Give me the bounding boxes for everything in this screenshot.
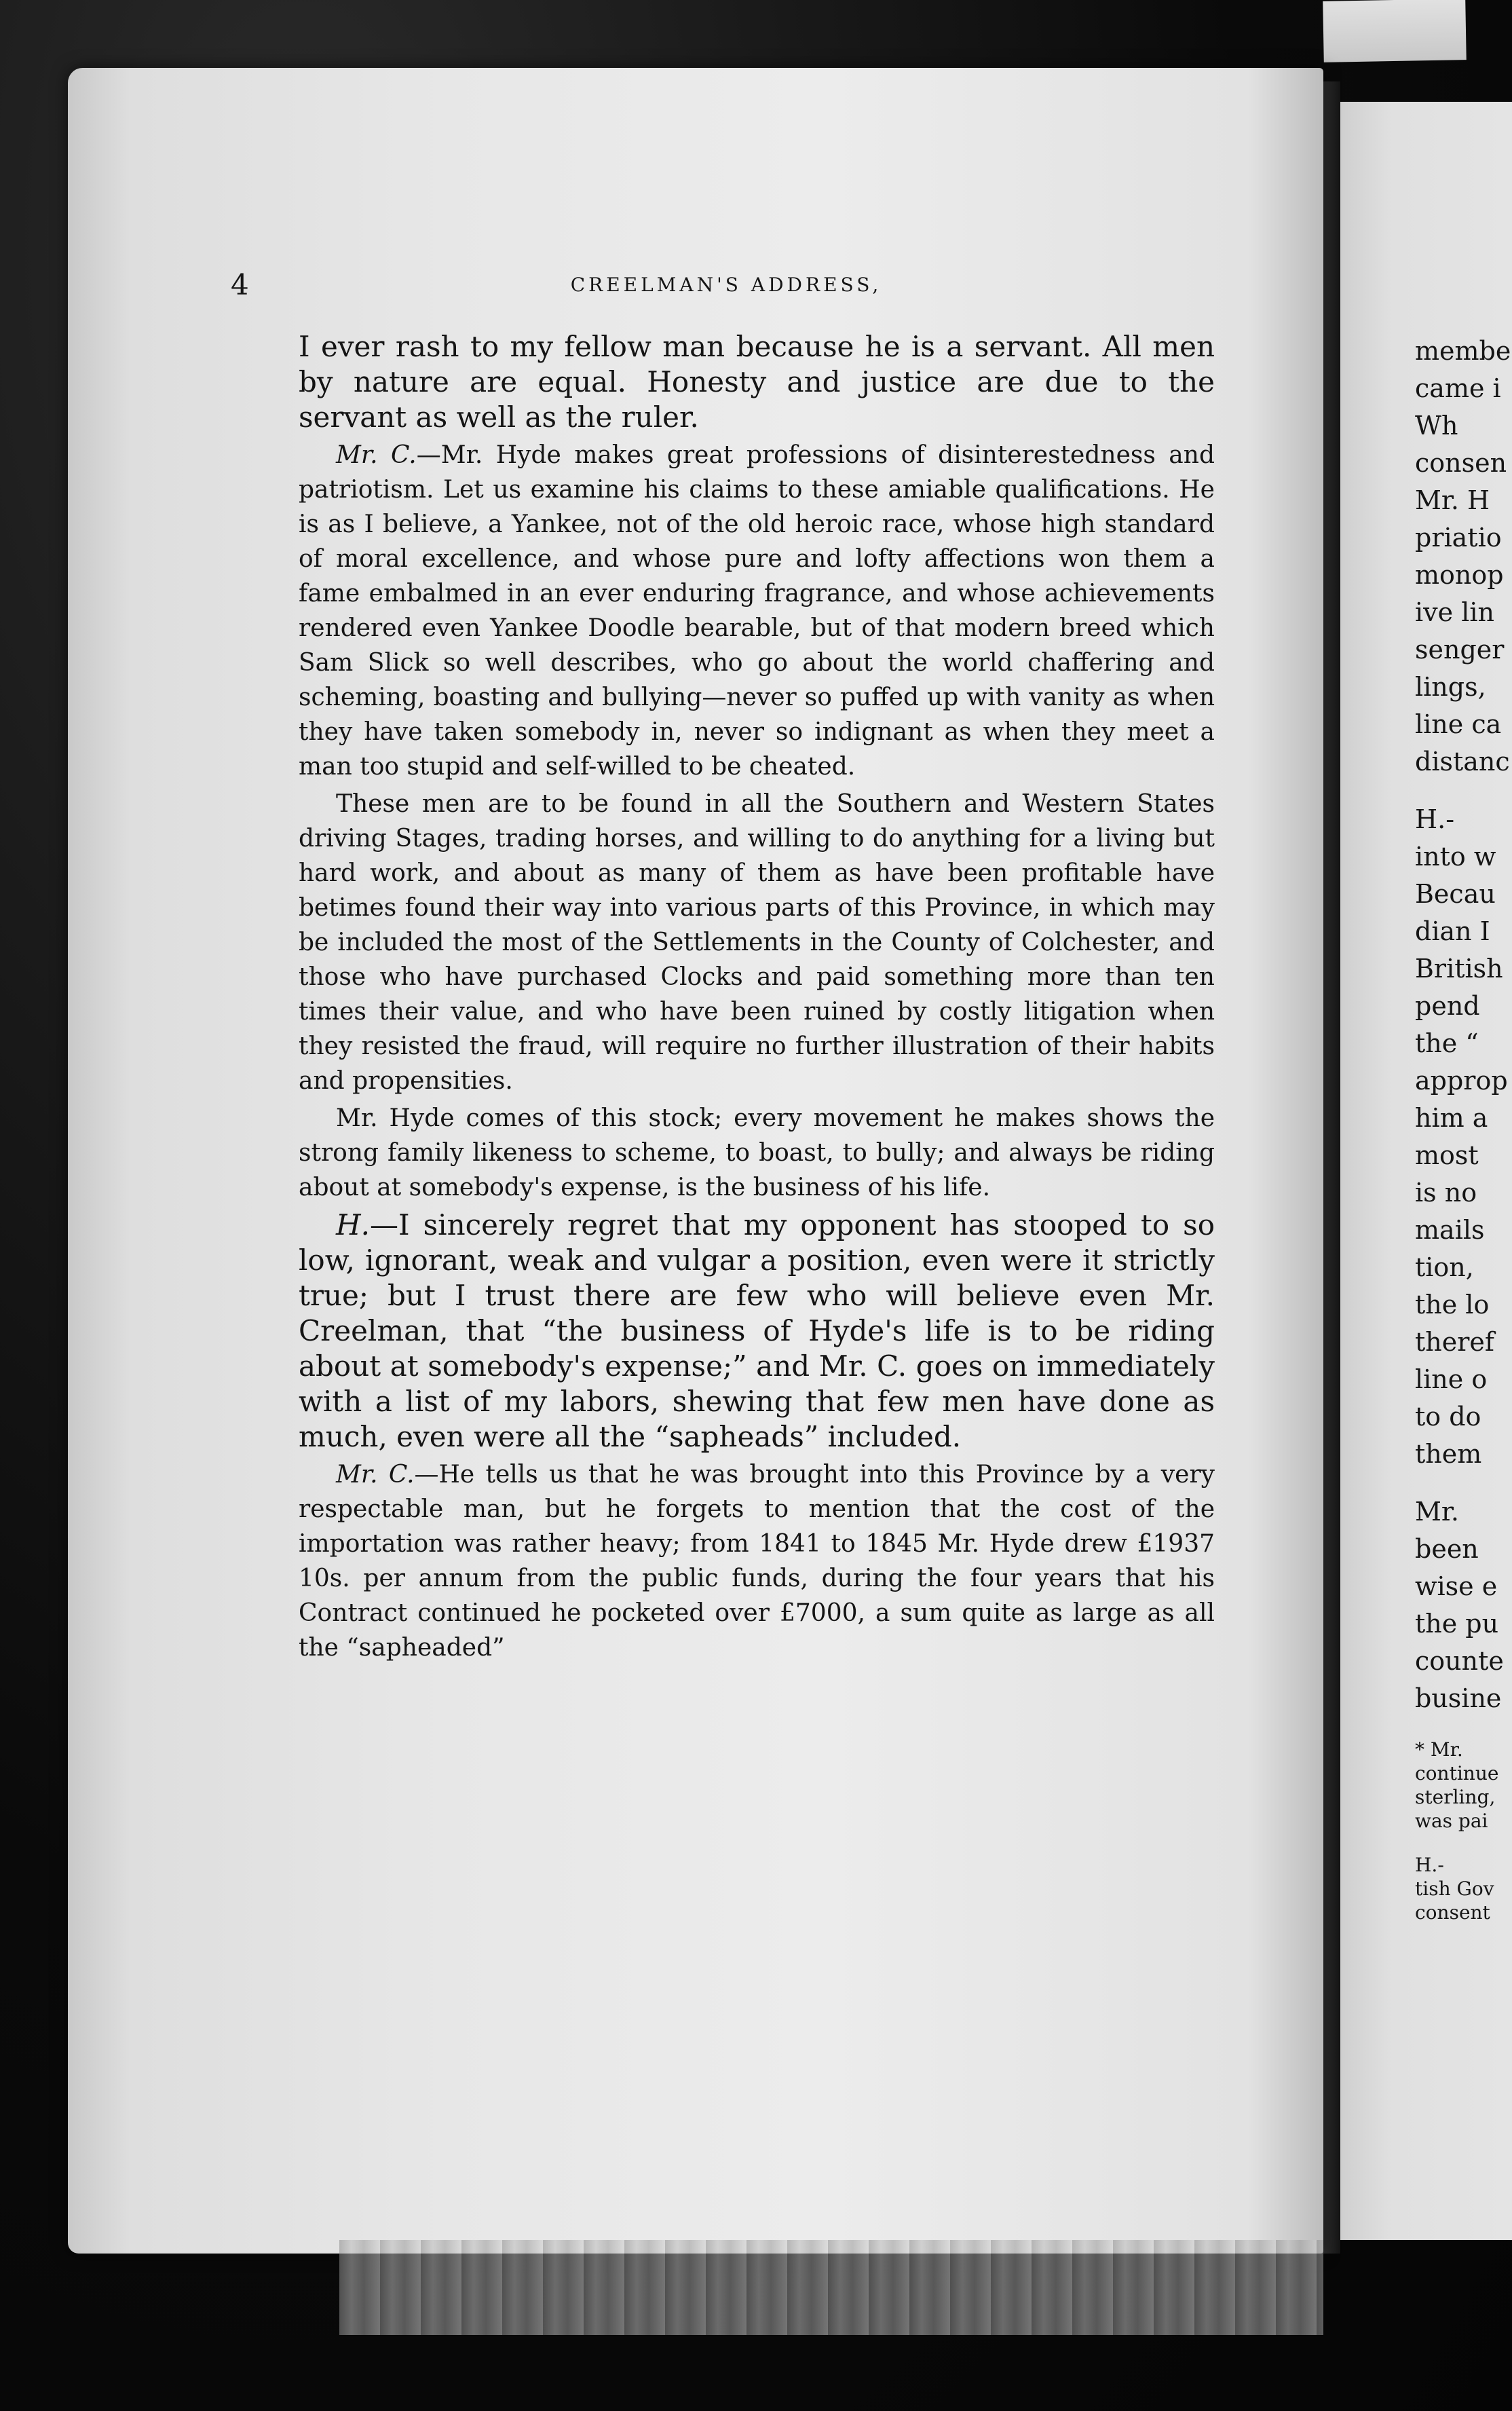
facing-line: membe	[1415, 336, 1511, 366]
facing-line: * Mr.	[1415, 1738, 1463, 1761]
facing-line: Mr. H	[1415, 485, 1490, 515]
facing-line: approp	[1415, 1066, 1508, 1096]
paragraph	[299, 1208, 1215, 1455]
facing-line: consent	[1415, 1901, 1490, 1924]
facing-line: ive lin	[1415, 597, 1494, 627]
facing-line: the pu	[1415, 1609, 1499, 1639]
facing-line: pend	[1415, 991, 1480, 1021]
facing-line: distanc	[1415, 747, 1510, 777]
line-gap	[1415, 1473, 1512, 1493]
tape-strip-bottom	[339, 2240, 1323, 2335]
facing-line: H.-	[1415, 1854, 1444, 1876]
facing-line: lings,	[1415, 672, 1486, 702]
facing-line: is no	[1415, 1178, 1477, 1208]
running-head	[231, 267, 1222, 303]
paragraph-text: Mr. Hyde comes of this stock; every movement he makes shows the strong family likeness to scheme, to boast, to bully; and always be riding about at somebody's expense, is the business of his life.	[299, 1104, 1215, 1201]
facing-line: them	[1415, 1439, 1482, 1469]
facing-line: wise e	[1415, 1571, 1498, 1601]
facing-line: Mr.	[1415, 1497, 1459, 1527]
facing-line: H.-	[1415, 804, 1455, 834]
facing-line: busine	[1415, 1683, 1502, 1713]
facing-line: to do	[1415, 1402, 1481, 1432]
body-text	[299, 329, 1215, 1668]
facing-line: consen	[1415, 448, 1507, 478]
paragraph-text: These men are to be found in all the Southern and Western States driving Stages, trading horses, and willing to do anything for a living but hard work, and about as many of them as have been profitable have betimes found their way into various parts of this Province, in which may be included the most of the Settlements in the County of Colchester, and those who have purchased Clocks and paid something more than ten times their value, and who have been ruined by costly litigation when they resisted the fraud, will require no further illustration of their habits and propensities.	[299, 790, 1215, 1095]
facing-line: line ca	[1415, 709, 1502, 739]
facing-line: the lo	[1415, 1290, 1490, 1320]
facing-line: Wh	[1415, 411, 1458, 441]
facing-line: tish Gov	[1415, 1877, 1494, 1900]
facing-line: into w	[1415, 842, 1496, 872]
paragraph	[299, 787, 1215, 1098]
facing-line: priatio	[1415, 523, 1502, 553]
facing-line: line o	[1415, 1364, 1488, 1394]
speaker-label: H.	[336, 1208, 370, 1241]
facing-line: mails	[1415, 1215, 1485, 1245]
running-title: CREELMAN'S ADDRESS,	[570, 274, 882, 296]
facing-line: been	[1415, 1534, 1479, 1564]
speaker-label: Mr. C.	[336, 1461, 415, 1489]
facing-line: Becau	[1415, 879, 1496, 909]
tape-strip-top	[1323, 0, 1467, 62]
line-gap	[1415, 1833, 1512, 1853]
facing-line: theref	[1415, 1327, 1494, 1357]
paragraph	[299, 1457, 1215, 1665]
facing-line: senger	[1415, 635, 1505, 665]
page-number: 4	[231, 268, 249, 301]
facing-line: came i	[1415, 373, 1501, 403]
facing-line: counte	[1415, 1646, 1504, 1676]
facing-line: the “	[1415, 1028, 1479, 1058]
facing-line: dian I	[1415, 916, 1490, 946]
facing-line: British	[1415, 954, 1503, 984]
paragraph-text: —He tells us that he was brought into this Province by a very respectable man, but he forgets to mention that the cost of the importation was rather heavy; from 1841 to 1845 Mr. Hyde drew £1937 10s. per annum from the public funds, during the four years that his Contract continued he pocketed over £7000, a sum quite as large as all the “sapheaded”	[299, 1461, 1215, 1662]
paragraph-text: —I sincerely regret that my opponent has stooped to so low, ignorant, weak and vulgar a position, even were it strictly true; but I trust there are few who will believe even Mr. Creelman, that “the business of Hyde's life is to be riding about at somebody's expense;” and Mr. C. goes on immediately with a list of my labors, shewing that few men have done as much, even were all the “sapheads” included.	[299, 1208, 1215, 1453]
paragraph-text: I ever rash to my fellow man because he is a servant. All men by nature are equal. Honesty and justice are due to the servant as well as the ruler.	[299, 330, 1215, 434]
paragraph	[299, 438, 1215, 784]
line-gap	[1415, 1717, 1512, 1738]
facing-page-text	[1415, 333, 1512, 1924]
facing-line: continue	[1415, 1762, 1499, 1784]
speaker-label: Mr. C.	[336, 441, 417, 469]
facing-line: monop	[1415, 560, 1504, 590]
paragraph-text: —Mr. Hyde makes great professions of disinterestedness and patriotism. Let us examine his claims to these amiable qualifications. He is as I believe, a Yankee, not of the old heroic race, whose high standard of moral excellence, and whose pure and lofty affections won them a fame embalmed in an ever enduring fragrance, and whose achievements rendered even Yankee Doodle bearable, but of that modern breed which Sam Slick so well describes, who go about the world chaffering and scheming, boasting and bullying—never so puffed up with vanity as when they have taken somebody in, never so indignant as when they meet a man too stupid and self-willed to be cheated.	[299, 441, 1215, 781]
paragraph	[299, 1101, 1215, 1205]
facing-line: him a	[1415, 1103, 1488, 1133]
facing-line: tion,	[1415, 1252, 1474, 1282]
facing-line: was pai	[1415, 1810, 1488, 1832]
facing-line: sterling,	[1415, 1786, 1496, 1808]
paragraph	[299, 329, 1215, 435]
line-gap	[1415, 781, 1512, 801]
facing-line: most	[1415, 1140, 1479, 1170]
